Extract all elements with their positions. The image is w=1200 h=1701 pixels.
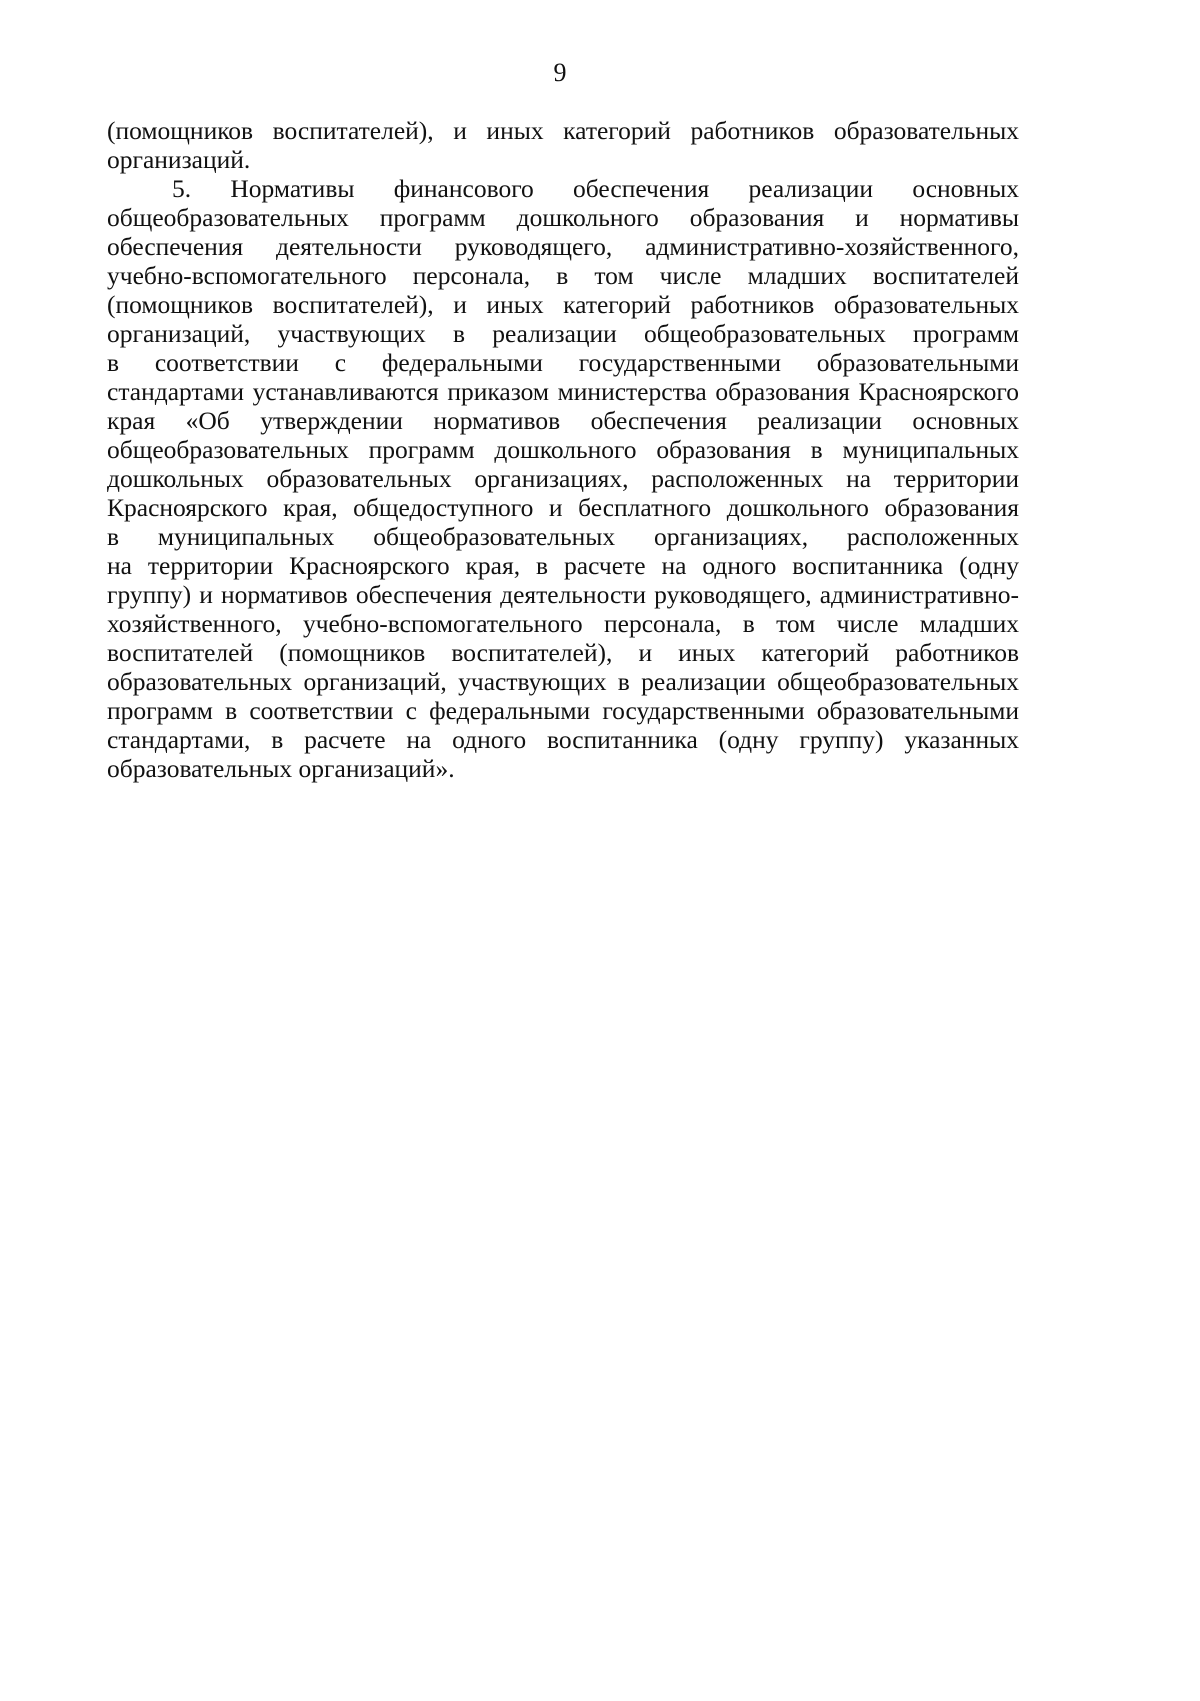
text-line: общеобразовательных программ дошкольного образования и нормативы — [107, 203, 1019, 232]
text-line: в муниципальных общеобразовательных организациях, расположенных — [107, 522, 1019, 551]
text-line: (помощников воспитателей), и иных категорий работников образовательных — [107, 116, 1019, 145]
text-line: организаций, участвующих в реализации общеобразовательных программ — [107, 319, 1019, 348]
text-line: стандартами устанавливаются приказом министерства образования Красноярского — [107, 377, 1019, 406]
text-line: программ в соответствии с федеральными государственными образовательными — [107, 696, 1019, 725]
text-line: общеобразовательных программ дошкольного образования в муниципальных — [107, 435, 1019, 464]
text-line: учебно-вспомогательного персонала, в том числе младших воспитателей — [107, 261, 1019, 290]
text-line: образовательных организаций». — [107, 754, 455, 783]
text-line: организаций. — [107, 145, 251, 174]
document-body — [107, 116, 1019, 783]
text-line: стандартами, в расчете на одного воспитанника (одну группу) указанных — [107, 725, 1019, 754]
text-line: хозяйственного, учебно-вспомогательного персонала, в том числе младших — [107, 609, 1019, 638]
text-line: образовательных организаций, участвующих в реализации общеобразовательных — [107, 667, 1019, 696]
text-line: обеспечения деятельности руководящего, административно-хозяйственного, — [107, 232, 1019, 261]
text-line: края «Об утверждении нормативов обеспечения реализации основных — [107, 406, 1019, 435]
text-line: (помощников воспитателей), и иных категорий работников образовательных — [107, 290, 1019, 319]
text-line: дошкольных образовательных организациях, расположенных на территории — [107, 464, 1019, 493]
text-line: группу) и нормативов обеспечения деятельности руководящего, административно- — [107, 580, 1019, 609]
text-line: Красноярского края, общедоступного и бесплатного дошкольного образования — [107, 493, 1019, 522]
text-line: 5. Нормативы финансового обеспечения реализации основных — [172, 174, 1019, 203]
page-number: 9 — [553, 58, 567, 87]
text-line: в соответствии с федеральными государственными образовательными — [107, 348, 1019, 377]
text-line: воспитателей (помощников воспитателей), и иных категорий работников — [107, 638, 1019, 667]
text-line: на территории Красноярского края, в расчете на одного воспитанника (одну — [107, 551, 1019, 580]
